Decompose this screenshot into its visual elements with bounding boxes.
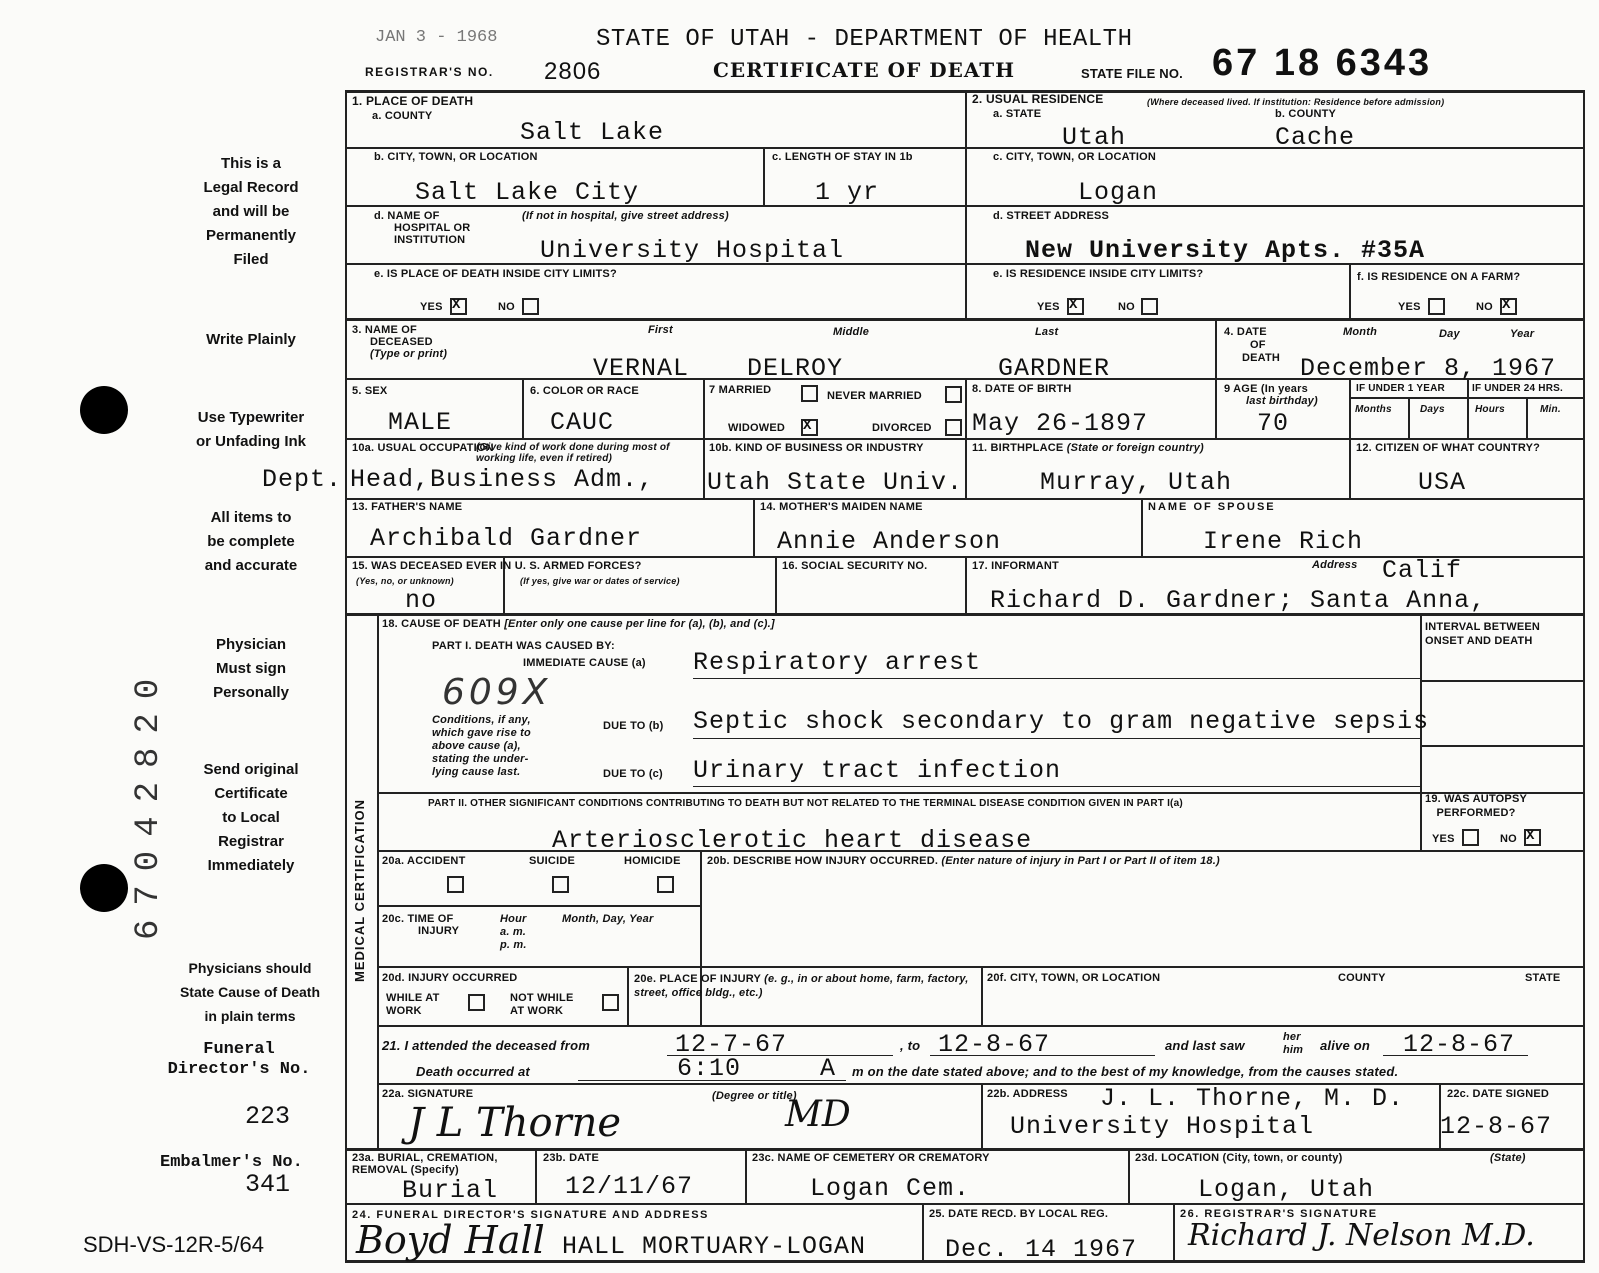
autopsy-no-checkbox[interactable] xyxy=(1524,829,1541,846)
label-street: d. STREET ADDRESS xyxy=(993,210,1110,222)
citizen: USA xyxy=(1418,468,1467,497)
label-day: Day xyxy=(1439,328,1460,340)
divider xyxy=(1141,498,1143,556)
divider xyxy=(922,1203,924,1260)
cause-code: 609X xyxy=(442,672,552,713)
cemetery: Logan Cem. xyxy=(810,1174,971,1203)
label-res-county: b. COUNTY xyxy=(1275,108,1337,120)
divider xyxy=(981,966,983,1025)
label-cemetery: 23c. NAME OF CEMETERY OR CREMATORY xyxy=(752,1152,990,1164)
label-no: NO xyxy=(1118,301,1135,313)
label-dob: 8. DATE OF BIRTH xyxy=(972,383,1072,395)
label-under-24-hrs: IF UNDER 24 HRS. xyxy=(1472,383,1563,394)
divorced-checkbox[interactable] xyxy=(945,419,962,436)
divider xyxy=(345,1203,1585,1205)
part2-conditions: Arteriosclerotic heart disease xyxy=(552,826,1033,855)
label-mdy: Month, Day, Year xyxy=(562,913,654,925)
cause-b: Septic shock secondary to gram negative sepsis xyxy=(693,707,1430,736)
informant: Richard D. Gardner; Santa Anna, xyxy=(990,586,1487,615)
last-name: GARDNER xyxy=(998,354,1111,383)
label-funeral-sig: 24. FUNERAL DIRECTOR'S SIGNATURE AND ADDRESS xyxy=(352,1209,709,1221)
label-county: a. COUNTY xyxy=(372,110,433,122)
label-married: 7 MARRIED xyxy=(709,384,772,396)
label-res-city: c. CITY, TOWN, OR LOCATION xyxy=(993,151,1157,163)
punch-hole xyxy=(80,386,128,434)
form-number: SDH-VS-12R-5/64 xyxy=(83,1232,264,1257)
cause-line xyxy=(693,678,1420,679)
funeral-director-signature: Boyd Hall xyxy=(356,1218,545,1262)
res-inside-yes-checkbox[interactable] xyxy=(1067,298,1084,315)
divider xyxy=(763,147,765,205)
attended-to: 12-8-67 xyxy=(938,1030,1051,1059)
dept-prefix: Dept. xyxy=(262,465,343,494)
death-county: Salt Lake xyxy=(520,118,665,147)
divider xyxy=(345,1148,1585,1151)
label-occupation: 10a. USUAL OCCUPATION xyxy=(352,442,494,454)
business: Utah State Univ. xyxy=(707,468,964,497)
divider xyxy=(377,1025,1585,1027)
label-location: 23d. LOCATION (City, town, or county) xyxy=(1135,1152,1343,1164)
label-interval: INTERVAL BETWEEN ONSET AND DEATH xyxy=(1425,621,1541,647)
divider xyxy=(377,792,1585,794)
label-to: , to xyxy=(900,1038,921,1053)
cause-c: Urinary tract infection xyxy=(693,756,1062,785)
divider xyxy=(965,556,967,613)
divider xyxy=(981,1083,983,1148)
armed-forces: no xyxy=(405,586,438,615)
label-never-married: NEVER MARRIED xyxy=(827,390,922,402)
label-sex: 5. SEX xyxy=(352,385,388,397)
divider xyxy=(377,613,379,1148)
label-hospital-note: (If not in hospital, give street address) xyxy=(522,210,729,222)
label-last: Last xyxy=(1035,326,1059,338)
married-checkbox[interactable] xyxy=(801,385,818,402)
label-divorced: DIVORCED xyxy=(872,422,932,434)
label-hospital: d. NAME OF HOSPITAL OR INSTITUTION xyxy=(374,210,471,246)
registrar-no: 2806 xyxy=(544,58,602,85)
label-alive-on: alive on xyxy=(1320,1038,1371,1053)
label-yes: YES xyxy=(1398,301,1421,313)
physicians-should-note: Physicians should State Cause of Death in plain terms xyxy=(179,960,321,1024)
label-month: Month xyxy=(1343,326,1377,338)
label-city-injury: 20f. CITY, TOWN, OR LOCATION xyxy=(987,972,1161,984)
label-days: Days xyxy=(1420,404,1445,415)
label-date-received: 25. DATE RECD. BY LOCAL REG. xyxy=(929,1208,1109,1220)
divider xyxy=(1467,378,1469,438)
cause-line xyxy=(693,786,1420,787)
registrar-signature: Richard J. Nelson M.D. xyxy=(1188,1218,1535,1253)
never-married-checkbox[interactable] xyxy=(945,386,962,403)
label-yes: YES xyxy=(1432,833,1455,845)
length-of-stay: 1 yr xyxy=(815,178,880,207)
frame-left xyxy=(345,90,347,1262)
label-place-inside-limits: e. IS PLACE OF DEATH INSIDE CITY LIMITS? xyxy=(374,268,617,280)
label-degree: (Degree or title) xyxy=(712,1090,797,1102)
send-original-note: Send original Certificate to Local Registrar Immediately xyxy=(203,761,299,874)
embalmer-no: 341 xyxy=(245,1170,291,1199)
registrar-no-label: REGISTRAR'S NO. xyxy=(365,65,494,79)
divider xyxy=(1420,745,1585,747)
complete-note: All items to be complete and accurate xyxy=(204,509,298,574)
label-mother: 14. MOTHER'S MAIDEN NAME xyxy=(760,501,923,513)
divider xyxy=(1420,680,1585,682)
mother-name: Annie Anderson xyxy=(777,527,1002,556)
divider xyxy=(345,147,1585,149)
label-usual-residence: 2. USUAL RESIDENCE xyxy=(972,92,1104,106)
residence-county: Cache xyxy=(1275,123,1356,152)
hospital-name: University Hospital xyxy=(540,236,845,265)
label-place-of-death: 1. PLACE OF DEATH xyxy=(352,94,474,108)
divider xyxy=(345,498,1585,500)
label-father: 13. FATHER'S NAME xyxy=(352,501,463,513)
occupation: Head,Business Adm., xyxy=(350,465,655,494)
label-widowed: WIDOWED xyxy=(728,422,786,434)
label-m-on: m on the date stated above; and to the best of my knowledge, from the causes stated. xyxy=(852,1064,1399,1079)
label-spouse: NAME OF SPOUSE xyxy=(1148,501,1276,513)
divider xyxy=(1408,397,1410,438)
label-name-deceased: 3. NAME OF DECEASED (Type or print) xyxy=(352,324,448,360)
date-of-birth: May 26-1897 xyxy=(972,409,1149,438)
label-state: a. STATE xyxy=(993,108,1042,120)
label-burial-date: 23b. DATE xyxy=(543,1152,599,1164)
birthplace: Murray, Utah xyxy=(1040,468,1233,497)
death-time: 6:10 xyxy=(677,1054,742,1083)
divider xyxy=(345,438,1585,440)
father-name: Archibald Gardner xyxy=(370,524,643,553)
date-of-death: December 8, 1967 xyxy=(1300,354,1557,383)
received-stamp: JAN 3 - 1968 xyxy=(375,28,498,47)
residence-state: Utah xyxy=(1062,123,1127,152)
label-immediate: IMMEDIATE CAUSE (a) xyxy=(523,657,646,669)
place-inside-yes-checkbox[interactable] xyxy=(450,298,467,315)
race: CAUC xyxy=(550,408,615,437)
label-yes: YES xyxy=(420,301,443,313)
physician-address: University Hospital xyxy=(1010,1112,1315,1141)
residence-street: New University Apts. #35A xyxy=(1025,236,1426,265)
label-part2: PART II. OTHER SIGNIFICANT CONDITIONS CONTRIBUTING TO DEATH BUT NOT RELATED TO THE TERMINAL DISEASE CONDITION GIVEN IN PART I(a) xyxy=(428,798,1183,809)
label-state: STATE xyxy=(1525,972,1561,984)
informant-address-state: Calif xyxy=(1382,556,1463,585)
punch-hole xyxy=(80,864,128,912)
label-time-injury: 20c. TIME OF INJURY xyxy=(382,913,460,937)
mortuary: HALL MORTUARY-LOGAN xyxy=(562,1232,867,1261)
label-under-1-year: IF UNDER 1 YEAR xyxy=(1356,383,1445,394)
label-due-c: DUE TO (c) xyxy=(603,768,663,780)
label-accident: 20a. ACCIDENT xyxy=(382,855,466,867)
embalmer-label: Embalmer's No. xyxy=(160,1153,303,1172)
label-cause: 18. CAUSE OF DEATH [Enter only one cause per line for (a), (b), and (c).] xyxy=(382,618,775,630)
label-not-while: NOT WHILE AT WORK xyxy=(510,992,574,1017)
label-birthplace: 11. BIRTHPLACE (State or foreign country) xyxy=(972,442,1204,454)
label-registrar-sig: 26. REGISTRAR'S SIGNATURE xyxy=(1180,1208,1378,1220)
label-him: him xyxy=(1283,1044,1304,1056)
divider xyxy=(1173,1203,1175,1260)
first-name: VERNAL xyxy=(593,354,690,383)
label-no: NO xyxy=(498,301,515,313)
place-inside-no-checkbox[interactable] xyxy=(522,298,539,315)
label-date-signed: 22c. DATE SIGNED xyxy=(1447,1088,1550,1100)
label-burial: 23a. BURIAL, CREMATION, REMOVAL (Specify) xyxy=(352,1152,498,1176)
physician-note: Physician Must sign Personally xyxy=(213,636,289,701)
label-armed-note1: (Yes, no, or unknown) xyxy=(356,576,454,586)
label-date-of-death: 4. DATE OF DEATH xyxy=(1224,326,1281,364)
label-death-occurred: Death occurred at xyxy=(416,1064,530,1079)
label-ssn: 16. SOCIAL SECURITY NO. xyxy=(782,560,928,572)
label-min: Min. xyxy=(1540,404,1561,415)
label-business: 10b. KIND OF BUSINESS OR INDUSTRY xyxy=(709,442,924,454)
label-signature: 22a. SIGNATURE xyxy=(382,1088,474,1100)
burial-method: Burial xyxy=(402,1176,499,1205)
divider xyxy=(965,90,967,318)
label-year: Year xyxy=(1510,328,1535,340)
label-county: COUNTY xyxy=(1338,972,1386,984)
spouse-name: Irene Rich xyxy=(1203,527,1364,556)
while-at-work-checkbox[interactable] xyxy=(468,994,485,1011)
degree-signature: MD xyxy=(785,1094,851,1135)
label-race: 6. COLOR OR RACE xyxy=(530,385,639,397)
divider xyxy=(535,1148,537,1203)
widowed-checkbox[interactable] xyxy=(801,419,818,436)
divider xyxy=(745,1148,747,1203)
write-plainly-note: Write Plainly xyxy=(206,331,296,348)
state-file-label: STATE FILE NO. xyxy=(1081,66,1183,81)
divider xyxy=(522,378,524,438)
label-homicide: HOMICIDE xyxy=(624,855,681,867)
last-saw-date: 12-8-67 xyxy=(1403,1030,1516,1059)
label-hour: Hour a. m. p. m. xyxy=(500,913,527,951)
attended-from: 12-7-67 xyxy=(675,1030,788,1059)
divider xyxy=(1128,1148,1130,1203)
not-at-work-checkbox[interactable] xyxy=(602,994,619,1011)
label-conditions: Conditions, if any, which gave rise to above cause (a), stating the under- lying cause last. xyxy=(432,714,531,778)
label-citizen: 12. CITIZEN OF WHAT COUNTRY? xyxy=(1356,442,1541,454)
physician-signature: J L Thorne xyxy=(408,1100,622,1146)
suicide-checkbox[interactable] xyxy=(552,876,569,893)
age: 70 xyxy=(1257,409,1290,438)
department-title: STATE OF UTAH - DEPARTMENT OF HEALTH xyxy=(596,26,1133,53)
label-autopsy: 19. WAS AUTOPSY PERFORMED? xyxy=(1425,793,1528,819)
label-state-23: (State) xyxy=(1490,1152,1526,1164)
label-hours: Hours xyxy=(1475,404,1505,415)
label-age: 9 AGE (In years last birthday) xyxy=(1224,383,1318,407)
label-usual-residence-note: (Where deceased lived. If institution: Residence before admission) xyxy=(1147,97,1445,107)
legal-record-note: This is a Legal Record and will be Permanently Filed xyxy=(203,155,299,268)
date-received: Dec. 14 1967 xyxy=(945,1235,1138,1264)
state-file-no: 67 18 6343 xyxy=(1212,42,1433,84)
label-farm: f. IS RESIDENCE ON A FARM? xyxy=(1357,271,1521,283)
label-informant: 17. INFORMANT xyxy=(972,560,1059,572)
certificate-title: CERTIFICATE OF DEATH xyxy=(713,58,1016,82)
typewriter-note: Use Typewriter or Unfading Ink xyxy=(196,409,306,450)
burial-date: 12/11/67 xyxy=(565,1172,694,1201)
cause-a: Respiratory arrest xyxy=(693,648,982,677)
label-place-injury: 20e. PLACE OF INJURY (e. g., in or about home, farm, factory, street, office bldg., etc.) xyxy=(634,973,969,999)
label-yes: YES xyxy=(1037,301,1060,313)
divider xyxy=(775,556,777,613)
funeral-director-no: 223 xyxy=(245,1102,291,1131)
autopsy-yes-checkbox[interactable] xyxy=(1462,829,1479,846)
medical-certification-label: MEDICAL CERTIFICATION xyxy=(352,798,367,982)
cause-line xyxy=(693,738,1420,739)
divider xyxy=(377,905,700,907)
label-address: Address xyxy=(1312,559,1358,571)
label-no: NO xyxy=(1476,301,1493,313)
label-first: First xyxy=(648,324,673,336)
label-injury-occurred: 20d. INJURY OCCURRED xyxy=(382,972,518,984)
label-while-work: WHILE AT WORK xyxy=(386,992,440,1017)
label-address-22b: 22b. ADDRESS xyxy=(987,1088,1068,1100)
label-occupation-note: (Give kind of work done during most of working life, even if retired) xyxy=(476,442,670,464)
label-armed-note2: (If yes, give war or dates of service) xyxy=(520,576,680,586)
farm-yes-checkbox[interactable] xyxy=(1428,298,1445,315)
res-inside-no-checkbox[interactable] xyxy=(1141,298,1158,315)
label-attended: 21. I attended the deceased from xyxy=(382,1038,590,1053)
label-no: NO xyxy=(1500,833,1517,845)
label-length-stay: c. LENGTH OF STAY IN 1b xyxy=(772,151,913,163)
middle-name: DELROY xyxy=(747,354,844,383)
label-injury-how: 20b. DESCRIBE HOW INJURY OCCURRED. (Enter nature of injury in Part I or Part II of item 18.) xyxy=(707,855,1220,867)
label-her: her xyxy=(1283,1031,1301,1043)
sex: MALE xyxy=(388,408,453,437)
divider xyxy=(627,966,629,1025)
death-am-pm: A xyxy=(820,1054,837,1083)
accident-checkbox[interactable] xyxy=(447,876,464,893)
vertical-file-number: 67042820 xyxy=(130,664,168,940)
label-suicide: SUICIDE xyxy=(529,855,576,867)
divider xyxy=(753,498,755,556)
label-months: Months xyxy=(1355,404,1392,415)
funeral-director-label: Funeral Director's No. xyxy=(167,1040,311,1079)
frame-right xyxy=(1583,90,1585,1262)
label-middle: Middle xyxy=(833,326,870,338)
label-part1: PART I. DEATH WAS CAUSED BY: xyxy=(432,640,615,652)
physician-name: J. L. Thorne, M. D. xyxy=(1100,1084,1405,1113)
label-due-b: DUE TO (b) xyxy=(603,720,664,732)
date-signed: 12-8-67 xyxy=(1440,1112,1553,1141)
farm-no-checkbox[interactable] xyxy=(1500,298,1517,315)
residence-city: Logan xyxy=(1078,178,1159,207)
label-armed-forces: 15. WAS DECEASED EVER IN U. S. ARMED FORCES? xyxy=(352,560,642,572)
label-last-saw: and last saw xyxy=(1165,1038,1245,1053)
label-city: b. CITY, TOWN, OR LOCATION xyxy=(374,151,538,163)
death-city: Salt Lake City xyxy=(415,178,640,207)
divider xyxy=(345,318,1585,321)
label-res-inside-limits: e. IS RESIDENCE INSIDE CITY LIMITS? xyxy=(993,268,1204,280)
divider xyxy=(1526,397,1528,438)
divider xyxy=(1349,263,1351,318)
burial-location: Logan, Utah xyxy=(1198,1175,1375,1204)
homicide-checkbox[interactable] xyxy=(657,876,674,893)
